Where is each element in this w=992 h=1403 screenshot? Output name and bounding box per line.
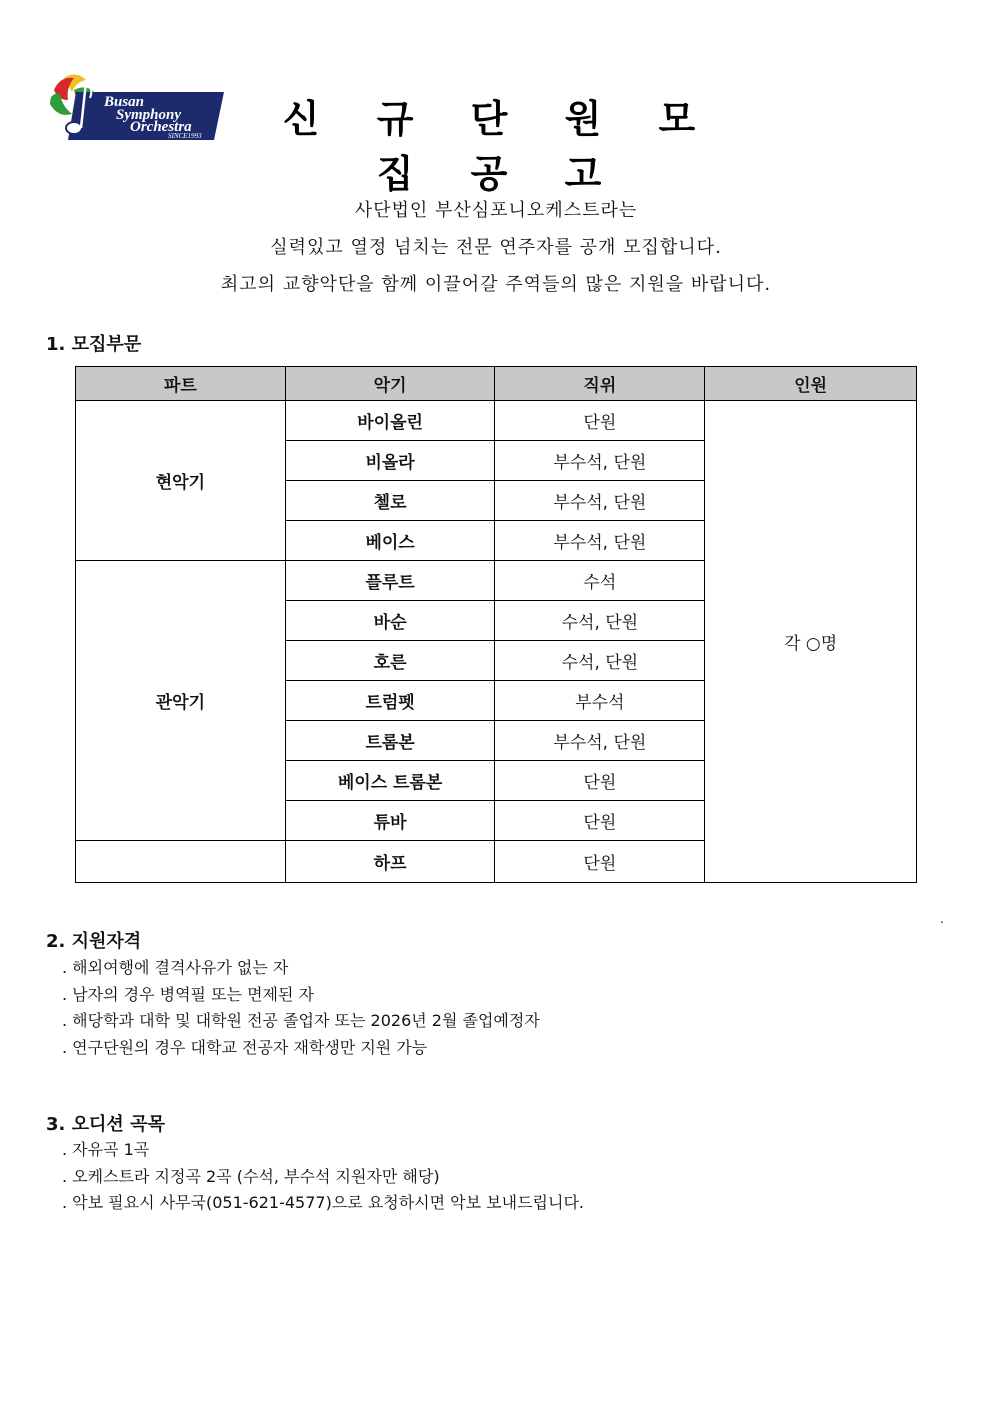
instrument-cell: 바순: [285, 601, 495, 641]
section-heading-eligibility: 2. 지원자격: [46, 931, 142, 952]
position-cell: 부수석, 단원: [495, 441, 705, 481]
header-part: 파트: [76, 367, 286, 401]
part-winds: 관악기: [76, 561, 286, 841]
part-other: [76, 841, 286, 883]
svg-text:Orchestra: Orchestra: [130, 119, 192, 135]
list-item: . 해외여행에 결격사유가 없는 자: [62, 955, 540, 982]
svg-text:Symphony: Symphony: [116, 107, 182, 123]
position-cell: 단원: [495, 841, 705, 883]
list-item: . 악보 필요시 사무국(051-621-4577)으로 요청하시면 악보 보내드립니다.: [62, 1190, 584, 1217]
instrument-cell: 비올라: [285, 441, 495, 481]
position-cell: 단원: [495, 761, 705, 801]
position-cell: 부수석, 단원: [495, 481, 705, 521]
list-item: . 연구단원의 경우 대학교 전공자 재학생만 지원 가능: [62, 1035, 540, 1062]
intro-line: 사단법인 부산심포니오케스트라는: [354, 200, 638, 221]
list-item: . 자유곡 1곡: [62, 1137, 584, 1164]
section-heading-recruitment: 1. 모집부문: [46, 334, 142, 355]
eligibility-list: [62, 955, 540, 1061]
orchestra-logo: [46, 70, 226, 142]
recruitment-table: [75, 366, 917, 883]
position-cell: 부수석: [495, 681, 705, 721]
header-instrument: 악기: [285, 367, 495, 401]
instrument-cell: 베이스 트롬본: [285, 761, 495, 801]
position-cell: 단원: [495, 401, 705, 441]
instrument-cell: 플루트: [285, 561, 495, 601]
instrument-cell: 하프: [285, 841, 495, 883]
page-title: 신 규 단 원 모 집 공 고: [282, 97, 718, 196]
instrument-cell: 트롬본: [285, 721, 495, 761]
instrument-cell: 튜바: [285, 801, 495, 841]
table-row: [76, 401, 917, 441]
position-cell: 수석: [495, 561, 705, 601]
list-item: . 오케스트라 지정곡 2곡 (수석, 부수석 지원자만 해당): [62, 1164, 584, 1191]
instrument-cell: 베이스: [285, 521, 495, 561]
position-cell: 수석, 단원: [495, 601, 705, 641]
svg-text:SINCE1993: SINCE1993: [168, 132, 202, 140]
instrument-cell: 호른: [285, 641, 495, 681]
position-cell: 부수석, 단원: [495, 721, 705, 761]
part-strings: 현악기: [76, 401, 286, 561]
table-header-row: [76, 367, 917, 401]
header-count: 인원: [705, 367, 917, 401]
intro-line: 실력있고 열정 넘치는 전문 연주자를 공개 모집합니다.: [270, 237, 722, 258]
list-item: . 남자의 경우 병역필 또는 면제된 자: [62, 982, 540, 1009]
position-cell: 부수석, 단원: [495, 521, 705, 561]
position-cell: 단원: [495, 801, 705, 841]
instrument-cell: 트럼펫: [285, 681, 495, 721]
intro-text: [0, 192, 992, 303]
header-position: 직위: [495, 367, 705, 401]
stray-mark: .: [940, 912, 944, 926]
section-heading-audition: 3. 오디션 곡목: [46, 1114, 165, 1135]
position-cell: 수석, 단원: [495, 641, 705, 681]
audition-list: [62, 1137, 584, 1217]
intro-line: 최고의 교향악단을 함께 이끌어갈 주역들의 많은 지원을 바랍니다.: [220, 274, 772, 295]
list-item: . 해당학과 대학 및 대학원 전공 졸업자 또는 2026년 2월 졸업예정자: [62, 1008, 540, 1035]
instrument-cell: 바이올린: [285, 401, 495, 441]
svg-text:Busan: Busan: [104, 94, 145, 110]
count-cell: 각 ○명: [705, 401, 917, 883]
instrument-cell: 첼로: [285, 481, 495, 521]
